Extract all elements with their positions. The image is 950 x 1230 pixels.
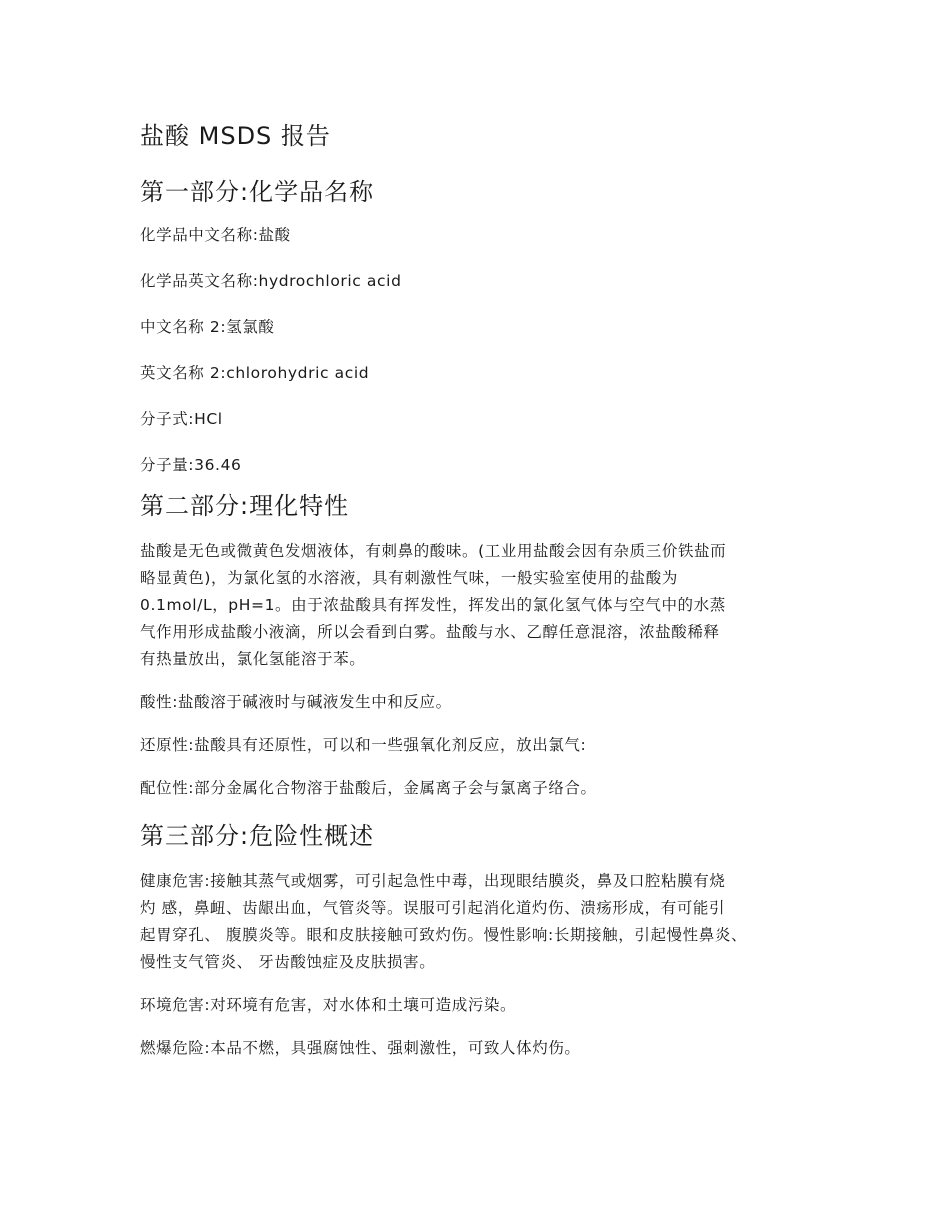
field-formula: 分子式:HCl bbox=[140, 410, 223, 428]
health-line: 灼 感，鼻衄、齿龈出血，气管炎等。误服可引起消化道灼伤、溃疡形成，有可能引 bbox=[140, 899, 726, 917]
coordination-text: 配位性:部分金属化合物溶于盐酸后，金属离子会与氯离子络合。 bbox=[140, 779, 597, 797]
properties-line: 气作用形成盐酸小液滴，所以会看到白雾。盐酸与水、乙醇任意混溶，浓盐酸稀释 bbox=[140, 623, 720, 641]
field-chinese-name-2: 中文名称 2:氢氯酸 bbox=[140, 318, 275, 336]
properties-line: 0.1mol/L，pH=1。由于浓盐酸具有挥发性，挥发出的氯化氢气体与空气中的水蒸 bbox=[140, 596, 726, 614]
reducibility-text: 还原性:盐酸具有还原性，可以和一些强氧化剂反应，放出氯气: bbox=[140, 736, 587, 754]
section-heading-2: 第二部分:理化特性 bbox=[140, 492, 350, 520]
health-hazard bbox=[140, 868, 830, 976]
field-chinese-name: 化学品中文名称:盐酸 bbox=[140, 226, 291, 244]
environment-hazard: 环境危害:对环境有危害，对水体和土壤可造成污染。 bbox=[140, 996, 517, 1014]
field-molecular-weight: 分子量:36.46 bbox=[140, 456, 242, 474]
properties-line: 有热量放出，氯化氢能溶于苯。 bbox=[140, 650, 366, 668]
field-english-name-2: 英文名称 2:chlorohydric acid bbox=[140, 364, 370, 382]
acidity-text: 酸性:盐酸溶于碱液时与碱液发生中和反应。 bbox=[140, 693, 452, 711]
properties-line: 略显黄色)，为氯化氢的水溶液，具有刺激性气味，一般实验室使用的盐酸为 bbox=[140, 569, 678, 587]
section-heading-1: 第一部分:化学品名称 bbox=[140, 178, 375, 206]
fire-hazard: 燃爆危险:本品不燃，具强腐蚀性、强刺激性，可致人体灼伤。 bbox=[140, 1039, 581, 1057]
properties-line: 盐酸是无色或微黄色发烟液体，有刺鼻的酸味。(工业用盐酸会因有杂质三价铁盐而 bbox=[140, 542, 727, 560]
health-line: 起胃穿孔、 腹膜炎等。眼和皮肤接触可致灼伤。慢性影响:长期接触，引起慢性鼻炎、 bbox=[140, 926, 748, 944]
document-title: 盐酸 MSDS 报告 bbox=[140, 122, 331, 150]
health-line: 慢性支气管炎、 牙齿酸蚀症及皮肤损害。 bbox=[140, 953, 436, 971]
field-english-name: 化学品英文名称:hydrochloric acid bbox=[140, 272, 402, 290]
section-heading-3: 第三部分:危险性概述 bbox=[140, 822, 375, 850]
health-line: 健康危害:接触其蒸气或烟雾，可引起急性中毒，出现眼结膜炎，鼻及口腔粘膜有烧 bbox=[140, 872, 726, 890]
properties-description bbox=[140, 538, 830, 673]
document-page bbox=[140, 118, 830, 1078]
